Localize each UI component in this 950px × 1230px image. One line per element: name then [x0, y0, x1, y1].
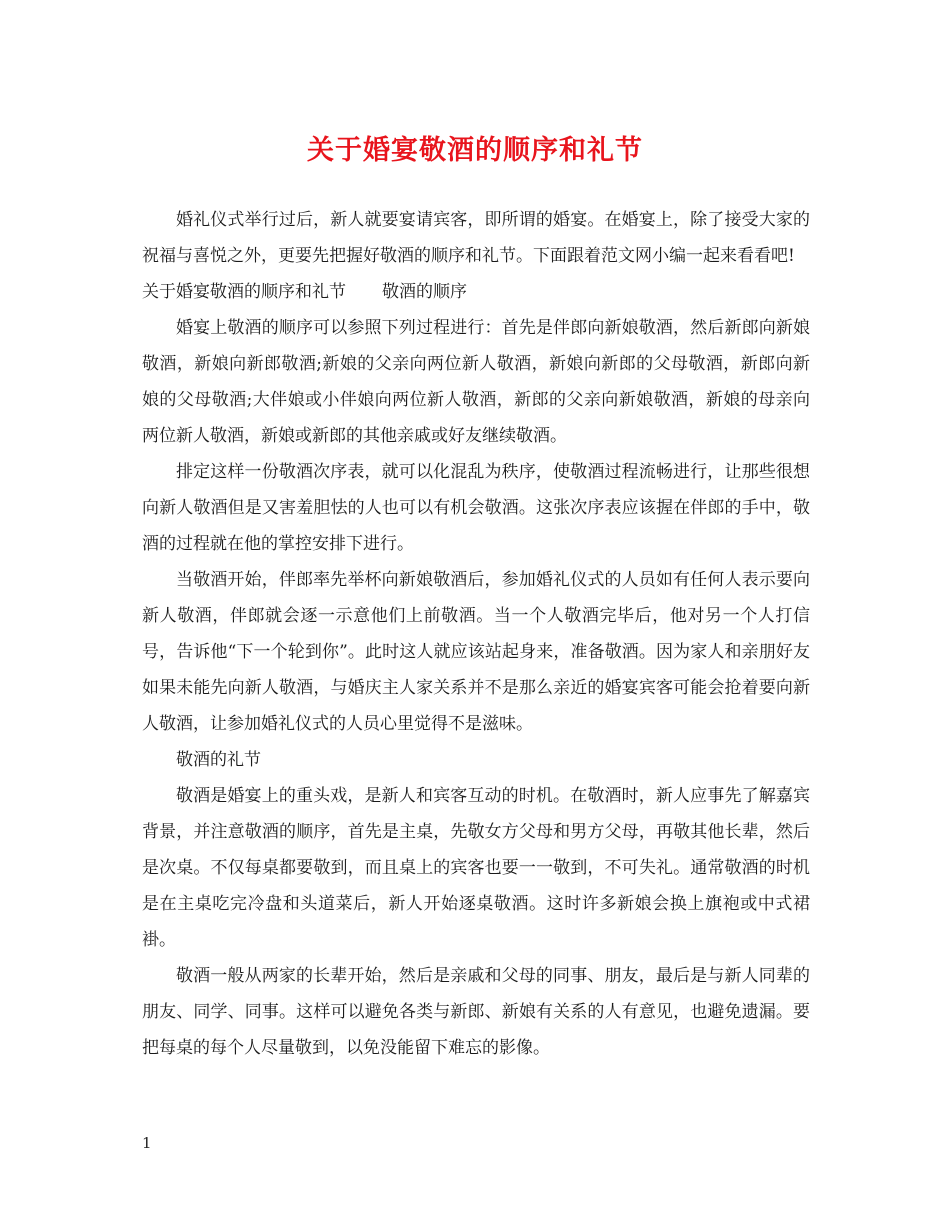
page-number: 1 [142, 1134, 152, 1152]
order-paragraph-3: 当敬酒开始，伴郎率先举杯向新娘敬酒后，参加婚礼仪式的人员如有任何人表示要向新人敬酒，伴郎就会逐一示意他们上前敬酒。当一个人敬酒完毕后，他对另一个人打信号，告诉他“下一个轮到你”。此时这人就应该站起身来，准备敬酒。因为家人和亲朋好友如果未能先向新人敬酒，与婚庆主人家关系并不是那么亲近的婚宴宾客可能会抢着要向新人敬酒，让参加婚礼仪式的人员心里觉得不是滋味。 [142, 570, 810, 734]
etiquette-paragraph-2: 敬酒一般从两家的长辈开始，然后是亲戚和父母的同事、朋友，最后是与新人同辈的朋友、同学、同事。这样可以避免各类与新郎、新娘有关系的人有意见，也避免遗漏。要把每桌的每个人尽量敬到，以免没能留下难忘的影像。 [142, 966, 810, 1058]
intro-paragraph: 婚礼仪式举行过后，新人就要宴请宾客，即所谓的婚宴。在婚宴上，除了接受大家的祝福与喜悦之外，更要先把握好敬酒的顺序和礼节。下面跟着范文网小编一起来看看吧! [142, 210, 810, 266]
order-paragraph-2: 排定这样一份敬酒次序表，就可以化混乱为秩序，使敬酒过程流畅进行，让那些很想向新人敬酒但是又害羞胆怯的人也可以有机会敬酒。这张次序表应该握在伴郎的手中，敬酒的过程就在他的掌控安排下进行。 [142, 462, 810, 554]
order-paragraph-1: 婚宴上敬酒的顺序可以参照下列过程进行：首先是伴郎向新娘敬酒，然后新郎向新娘敬酒，新娘向新郎敬酒;新娘的父亲向两位新人敬酒，新娘向新郎的父母敬酒，新郎向新娘的父母敬酒;大伴娘或小伴娘向两位新人敬酒，新郎的父亲向新娘敬酒，新娘的母亲向两位新人敬酒，新娘或新郎的其他亲戚或好友继续敬酒。 [142, 318, 810, 446]
section-line-heading: 敬酒的顺序 [382, 282, 467, 302]
document-title: 关于婚宴敬酒的顺序和礼节 [307, 135, 643, 166]
etiquette-paragraph-1: 敬酒是婚宴上的重头戏，是新人和宾客互动的时机。在敬酒时，新人应事先了解嘉宾背景，并注意敬酒的顺序，首先是主桌，先敬女方父母和男方父母，再敬其他长辈，然后是次桌。不仅每桌都要敬到，而且桌上的宾客也要一一敬到，不可失礼。通常敬酒的时机是在主桌吃完冷盘和头道菜后，新人开始逐桌敬酒。这时许多新娘会换上旗袍或中式裙褂。 [142, 786, 810, 950]
section-line-title: 关于婚宴敬酒的顺序和礼节 [142, 282, 346, 302]
etiquette-heading: 敬酒的礼节 [176, 750, 261, 770]
document-body [142, 202, 810, 1066]
section-line [142, 274, 810, 310]
